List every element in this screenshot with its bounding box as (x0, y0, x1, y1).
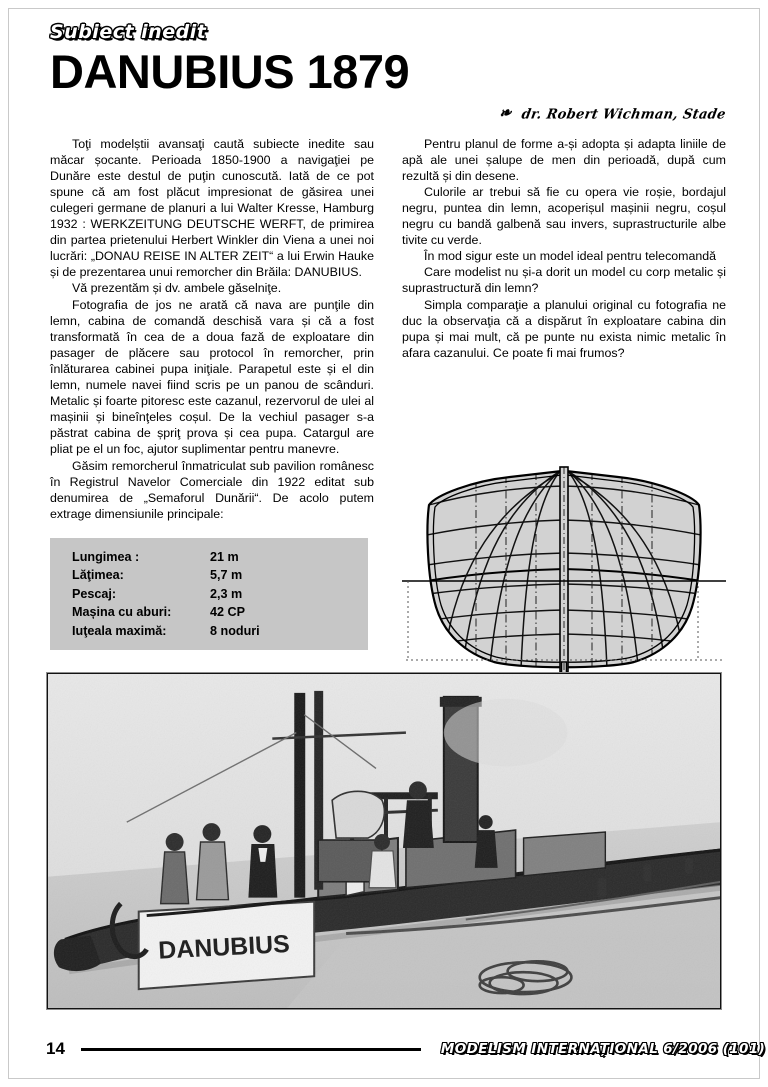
specifications-table (50, 538, 368, 650)
byline-row (50, 100, 726, 130)
spec-label: Iuţeala maximă: (72, 623, 167, 638)
paragraph: Vă prezentăm și dv. ambele găselniţe. (72, 281, 282, 296)
hull-lines-figure (402, 457, 726, 687)
photo-frame (46, 672, 722, 1010)
hull-name-text: DANUBIUS (157, 929, 291, 965)
paragraph: Care modelist nu și-a dorit un model cu corp metalic și suprastructură din lemn? (402, 265, 726, 296)
table-row (72, 622, 368, 640)
author-name: dr. Robert Wichman, Stade (520, 106, 728, 123)
paragraph: Simpla comparaţie a planului original cu fotografia ne duc la observaţia că a dispărut în exploatare cabina din pupa și mai mult, că pe punte nu exista nimic metalic în afara cazanului. Ce poate fi mai frumos? (402, 297, 726, 360)
page-content (50, 22, 726, 730)
magazine-issue-label: MODELISM INTERNAȚIONAL 6/2006 (101) (440, 1041, 766, 1057)
page-title: DANUBIUS 1879 (50, 44, 410, 98)
table-row (72, 566, 368, 584)
section-kicker: Subiect inedit (50, 21, 207, 43)
spec-value: 21 m (210, 549, 239, 564)
left-column (50, 136, 374, 650)
author-byline (497, 103, 727, 122)
right-column (402, 136, 726, 730)
photo-block (46, 672, 722, 1010)
paragraph: În mod sigur este un model ideal pentru telecomandă (424, 249, 717, 264)
spec-label: Lungimea : (72, 549, 140, 564)
spec-label: Mașina cu aburi: (72, 605, 172, 620)
spec-value: 42 CP (210, 605, 246, 620)
flourish-ornament-icon: ❧ (498, 101, 513, 124)
table-row (72, 548, 368, 566)
paragraph: Pentru planul de forme a-și adopta și adapta liniile de apă ale unei șalupe de men din perioadă, după cum rezultă și din desene. (402, 136, 726, 183)
page-footer (46, 1039, 766, 1059)
danubius-tugboat-historic-photo (47, 673, 721, 1009)
article-columns (50, 136, 726, 730)
paragraph: Găsim remorcherul înmatriculat sub pavilion românesc în Registrul Navelor Comerciale din 1922 editat sub denumirea de „Semaforul Dunării“. De acolo putem extrage dimensiunile principale: (50, 458, 374, 521)
spec-label: Pescaj: (72, 586, 117, 601)
page-number: 14 (46, 1039, 65, 1058)
paragraph: Fotografia de jos ne arată că nava are punţile din lemn, cabina de comandă deschisă vara și că a fost transformată în cea de a doua fază de exploatare din pasager de plăcere sau protocol în remorcher, prin înlăturarea cabinei pupa iniţiale. Parapetul este și el din lemn, numele navei fiind scris pe un panou de scânduri. Metalic și foarte pitoresc este cazanul, rezervorul de ulei al mașinii și bineînţeles coșul. De la vechiul pasager s-a păstrat cabina de șpriţ prova și cea pupa. Catargul are pliat pe el un foc, ajutor suplimentar pentru manevre. (50, 297, 374, 457)
ship-body-plan-drawing (402, 457, 726, 687)
centerline-keel (560, 467, 568, 680)
table-row (72, 603, 368, 621)
paragraph: Culorile ar trebui să fie cu opera vie roșie, bordajul negru, puntea din lemn, acoperișul mașinii negru, coșul negru cu bandă galbenă sau invers, suprastructurile albe tivite cu verde. (402, 184, 726, 248)
table-row (72, 585, 368, 603)
paragraph: Toţi modelștii avansaţi caută subiecte inedite sau măcar șocante. Perioada 1850-1900 a navigaţiei pe Dunăre este destul de puţin cunoscută. Iată de ce pot spune că am fost plăcut impresionat de găsirea unei culegeri germane de planuri a lui Walter Kresse, Hamburg 1932 : WERKZEITUNG DEUTSCHE WERFT, de primirea din partea prietenului Herbert Winkler din Viena a unei noi lucrări: „DONAU REISE IN ALTER ZEIT“ a lui Erwin Hauke și de prezentarea unui remorcher din Brăila: DANUBIUS. (50, 136, 374, 280)
footer-divider (81, 1048, 421, 1051)
spec-value: 5,7 m (210, 568, 243, 583)
spec-label: Lăţimea: (72, 568, 124, 583)
spec-value: 8 noduri (210, 623, 260, 638)
spec-value: 2,3 m (210, 586, 243, 601)
